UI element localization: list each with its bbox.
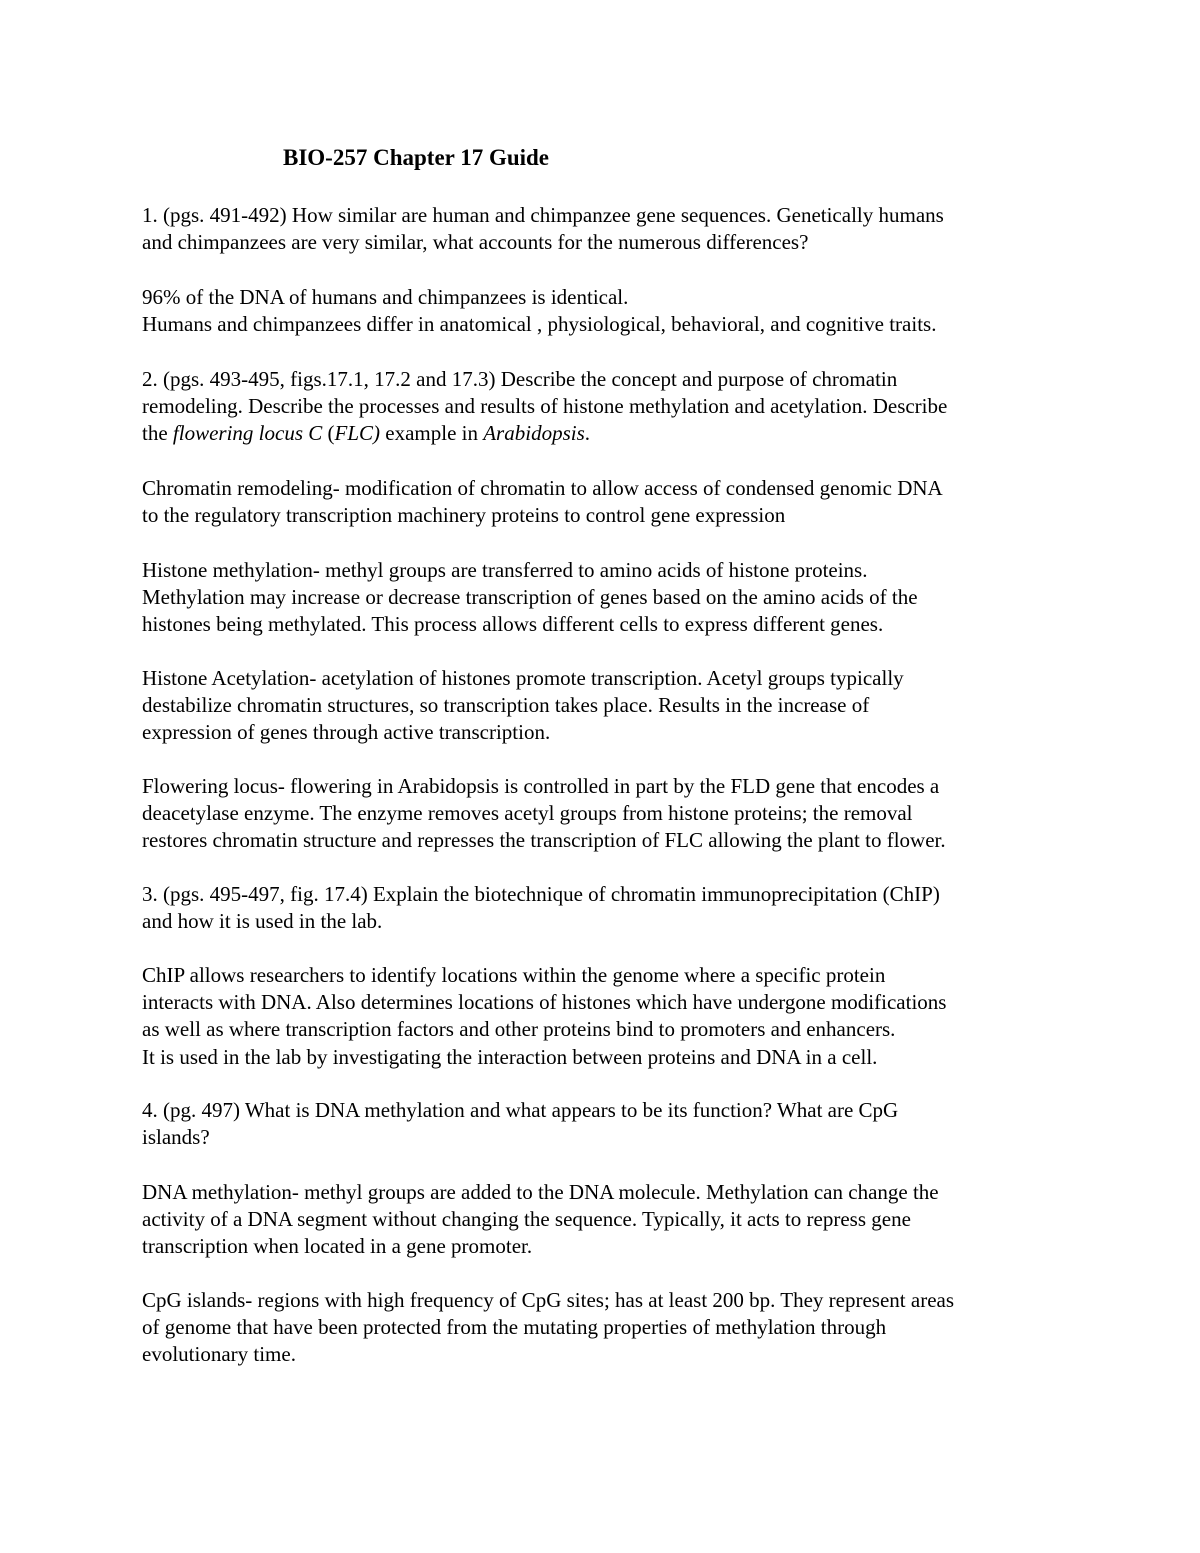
question-1-line: and chimpanzees are very similar, what accounts for the numerous differences? [142,230,809,255]
document-title: BIO-257 Chapter 17 Guide [283,145,550,170]
question-2 [142,366,1072,448]
answer-line: Histone Acetylation- acetylation of histones promote transcription. Acetyl groups typically [142,666,904,690]
flowering-locus-italic: flowering locus C [172,421,323,446]
answer-line: Methylation may increase or decrease transcription of genes based on the amino acids of the [142,585,918,610]
answer-4-cpg-islands [142,1287,1072,1369]
question-4-line: 4. (pg. 497) What is DNA methylation and what appears to be its function? What are CpG [142,1098,899,1122]
answer-2-flowering-locus [142,773,1072,855]
answer-line: Histone methylation- methyl groups are transferred to amino acids of histone proteins. [142,558,868,582]
question-3 [142,881,1072,935]
question-2-text: the [142,421,173,446]
answer-line: It is used in the lab by investigating the interaction between proteins and DNA in a cell. [142,1044,878,1069]
answer-1-line: Humans and chimpanzees differ in anatomical , physiological, behavioral, and cognitive traits. [142,312,937,337]
answer-line: as well as where transcription factors and other proteins bind to promoters and enhancers. [142,1017,896,1042]
answer-2-histone-methylation [142,557,1072,639]
flc-italic: FLC) [334,421,381,446]
answer-line: CpG islands- regions with high frequency of CpG sites; has at least 200 bp. They represent areas [142,1288,955,1312]
question-2-text: . [584,421,590,446]
answer-line: of genome that have been protected from the mutating properties of methylation through [142,1315,887,1340]
question-2-line [142,420,1072,447]
answer-line: destabilize chromatin structures, so transcription takes place. Results in the increase of [142,693,870,718]
answer-3 [142,962,1072,1071]
answer-line: restores chromatin structure and represses the transcription of FLC allowing the plant to flower. [142,828,946,853]
answer-1 [142,284,1072,338]
arabidopsis-italic: Arabidopsis [483,421,585,446]
question-4-line: islands? [142,1125,210,1150]
answer-line: transcription when located in a gene promoter. [142,1234,533,1259]
question-4 [142,1097,1072,1151]
answer-2-histone-acetylation [142,665,1072,747]
question-3-line: and how it is used in the lab. [142,909,383,934]
answer-line: Flowering locus- flowering in Arabidopsis is controlled in part by the FLD gene that encodes a [142,774,940,798]
answer-line: histones being methylated. This process allows different cells to express different genes. [142,612,884,637]
answer-line: ChIP allows researchers to identify locations within the genome where a specific protein [142,963,886,987]
answer-line: interacts with DNA. Also determines locations of histones which have undergone modifications [142,990,947,1015]
answer-line: expression of genes through active transcription. [142,720,551,745]
answer-2-chromatin-remodeling [142,475,1072,529]
answer-line: to the regulatory transcription machinery proteins to control gene expression [142,503,786,528]
answer-line: activity of a DNA segment without changing the sequence. Typically, it acts to repress gene [142,1207,911,1232]
question-2-text: ( [322,421,335,446]
question-2-line: 2. (pgs. 493-495, figs.17.1, 17.2 and 17.3) Describe the concept and purpose of chromatin [142,367,898,391]
question-2-text: example in [380,421,484,446]
answer-1-line: 96% of the DNA of humans and chimpanzees is identical. [142,285,629,309]
question-1-line: 1. (pgs. 491-492) How similar are human and chimpanzee gene sequences. Genetically humans [142,203,944,227]
answer-4-dna-methylation [142,1179,1072,1261]
question-3-line: 3. (pgs. 495-497, fig. 17.4) Explain the biotechnique of chromatin immunoprecipitation (ChIP) [142,882,940,906]
answer-line: DNA methylation- methyl groups are added to the DNA molecule. Methylation can change the [142,1180,939,1204]
question-1 [142,202,1072,256]
answer-line: deacetylase enzyme. The enzyme removes acetyl groups from histone proteins; the removal [142,801,913,826]
answer-line: evolutionary time. [142,1342,296,1367]
question-2-line: remodeling. Describe the processes and results of histone methylation and acetylation. Describe [142,394,948,419]
answer-line: Chromatin remodeling- modification of chromatin to allow access of condensed genomic DNA [142,476,943,500]
